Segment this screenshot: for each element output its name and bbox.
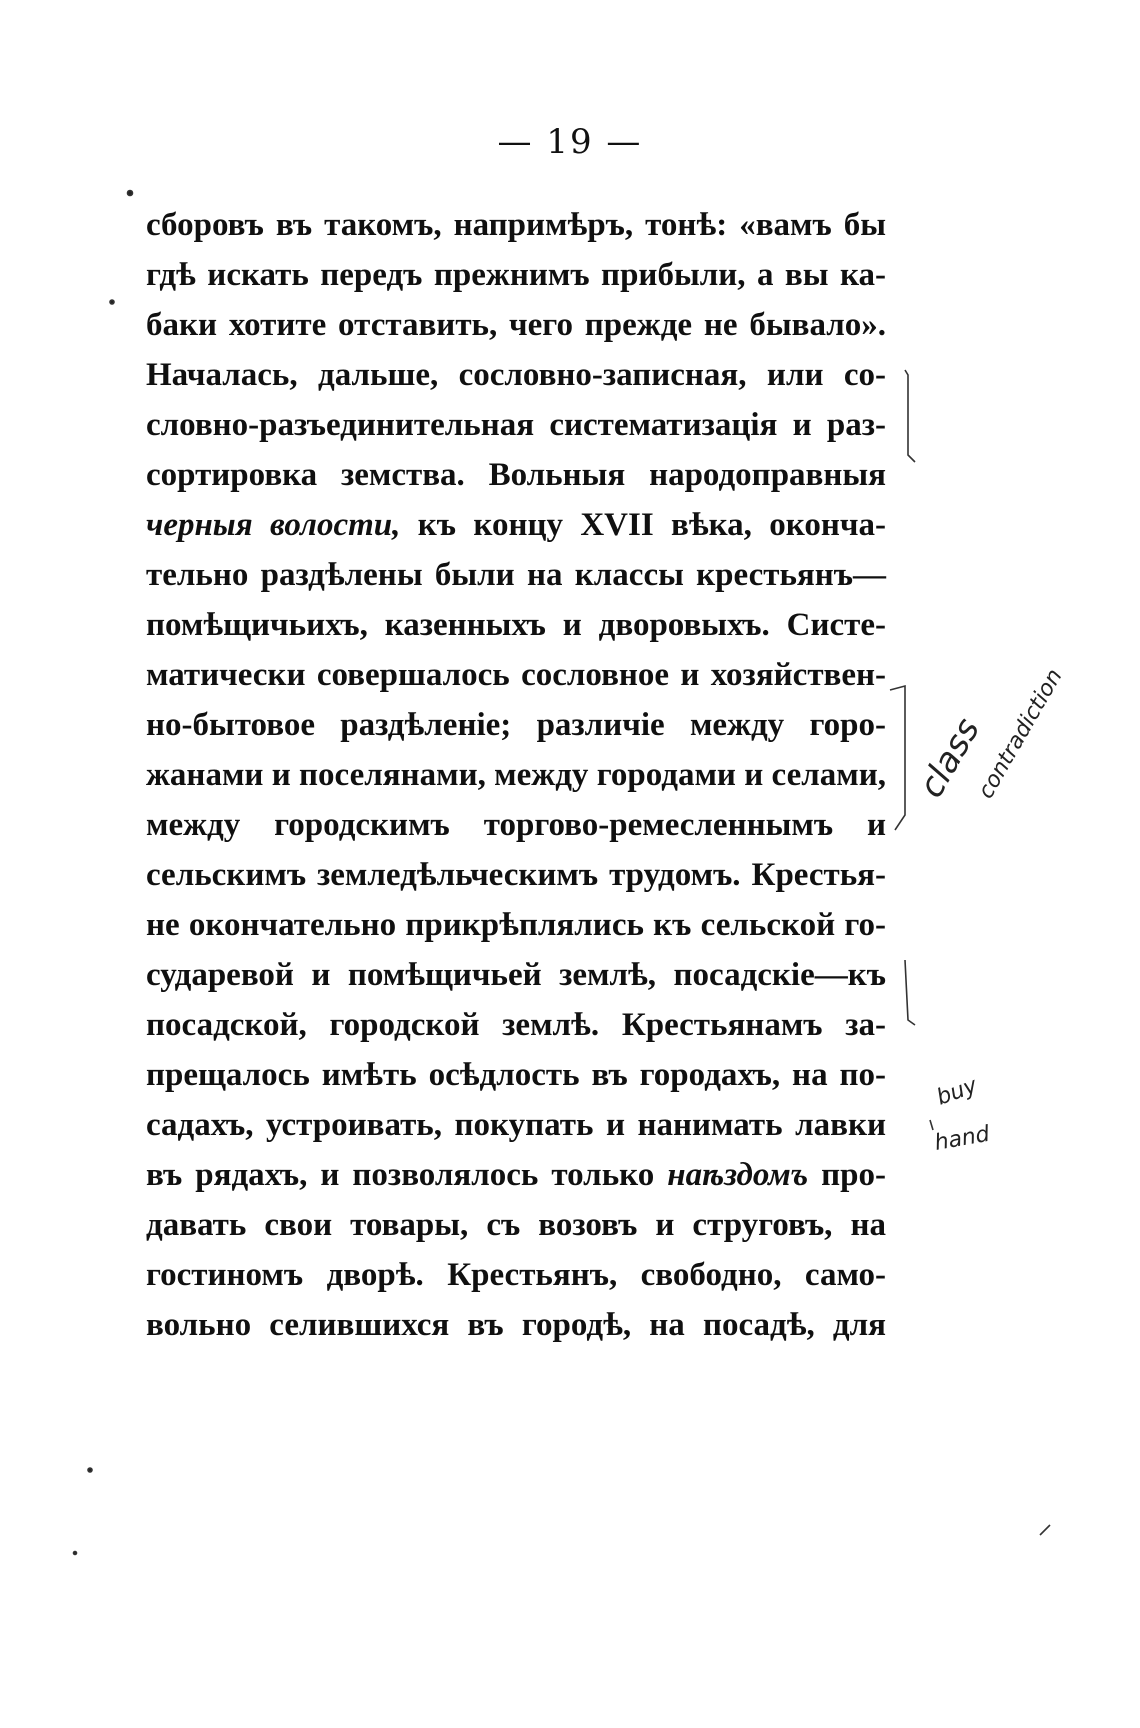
- line-text: вольно селившихся въ городѣ, на посадѣ, для: [146, 1307, 886, 1343]
- line-text: сударевой и помѣщичьей землѣ, посадскіе—къ: [146, 957, 886, 993]
- text-line: [146, 700, 886, 750]
- line-text: давать свои товары, съ возовъ и струговъ, на: [146, 1207, 886, 1243]
- text-line: [146, 1150, 886, 1200]
- text-line: [146, 400, 886, 450]
- text-line: [146, 1000, 886, 1050]
- margin-dot-3: [88, 1468, 92, 1472]
- margin-bracket-3: [905, 960, 915, 1025]
- handwritten-note-class: class: [911, 711, 988, 805]
- line-text: словно-разъединительная систематизація и раз-: [146, 407, 886, 443]
- line-text: гостиномъ дворѣ. Крестьянъ, свободно, само-: [146, 1257, 886, 1293]
- text-line: [146, 750, 886, 800]
- text-line: [146, 600, 886, 650]
- text-line: [146, 950, 886, 1000]
- text-line: [146, 1100, 886, 1150]
- line-text: помѣщичьихъ, казенныхъ и дворовыхъ. Систе-: [146, 607, 886, 643]
- text-line: [146, 800, 886, 850]
- line-text: посадской, городской землѣ. Крестьянамъ за-: [146, 1007, 886, 1043]
- margin-dot-4: [74, 1552, 77, 1555]
- text-line: [146, 300, 886, 350]
- handwritten-note-contradiction: contradiction: [973, 664, 1068, 803]
- handwritten-note-hand: hand: [932, 1121, 992, 1156]
- line-text: Началась, дальше, сословно-записная, или со-: [146, 357, 886, 393]
- italic-phrase: черныя волости,: [146, 507, 401, 543]
- line-text: жанами и поселянами, между городами и селами,: [146, 757, 886, 793]
- margin-tick-2: [1040, 1525, 1050, 1535]
- text-line: [146, 650, 886, 700]
- line-text: садахъ, устроивать, покупать и нанимать лавки: [146, 1107, 886, 1143]
- line-text: баки хотите отставить, чего прежде не бывало».: [146, 307, 886, 343]
- line-text: не окончательно прикрѣплялись къ сельской го-: [146, 907, 886, 943]
- margin-bracket-2: [890, 686, 905, 830]
- margin-dot-1: [128, 191, 133, 196]
- text-line: [146, 1200, 886, 1250]
- text-line: [146, 250, 886, 300]
- margin-dot-2: [110, 300, 114, 304]
- line-text: тельно раздѣлены были на классы крестьянъ—: [146, 557, 886, 593]
- line-text: между городскимъ торгово-ремесленнымъ и: [146, 807, 886, 843]
- text-line: [146, 350, 886, 400]
- text-line: [146, 450, 886, 500]
- line-text: про-: [808, 1157, 887, 1193]
- line-text: сборовъ въ такомъ, напримѣръ, тонѣ: «вамъ бы: [146, 207, 886, 243]
- margin-bracket-1: [905, 370, 915, 462]
- line-text: сельскимъ земледѣльческимъ трудомъ. Крестья-: [146, 857, 886, 893]
- line-text: въ рядахъ, и позволялось только: [146, 1157, 668, 1193]
- text-line: [146, 1250, 886, 1300]
- line-text: но-бытовое раздѣленіе; различіе между горо-: [146, 707, 886, 743]
- text-line: [146, 1300, 886, 1350]
- line-text: гдѣ искать передъ прежнимъ прибыли, а вы ка-: [146, 257, 886, 293]
- italic-phrase: наѣздомъ: [667, 1157, 809, 1193]
- text-line: [146, 850, 886, 900]
- text-line: [146, 900, 886, 950]
- text-line: [146, 500, 886, 550]
- page-number: — 19 —: [497, 122, 643, 162]
- text-line: [146, 200, 886, 250]
- text-line: [146, 1050, 886, 1100]
- line-text: сортировка земства. Вольныя народоправныя: [146, 457, 886, 493]
- line-text: къ концу XVII вѣка, оконча-: [400, 507, 886, 543]
- handwritten-note-buy: buy: [933, 1073, 981, 1111]
- line-text: прещалось имѣть осѣдлость въ городахъ, на по-: [146, 1057, 886, 1093]
- text-line: [146, 550, 886, 600]
- line-text: матически совершалось сословное и хозяйствен-: [146, 657, 886, 693]
- margin-tick-1: [930, 1120, 933, 1130]
